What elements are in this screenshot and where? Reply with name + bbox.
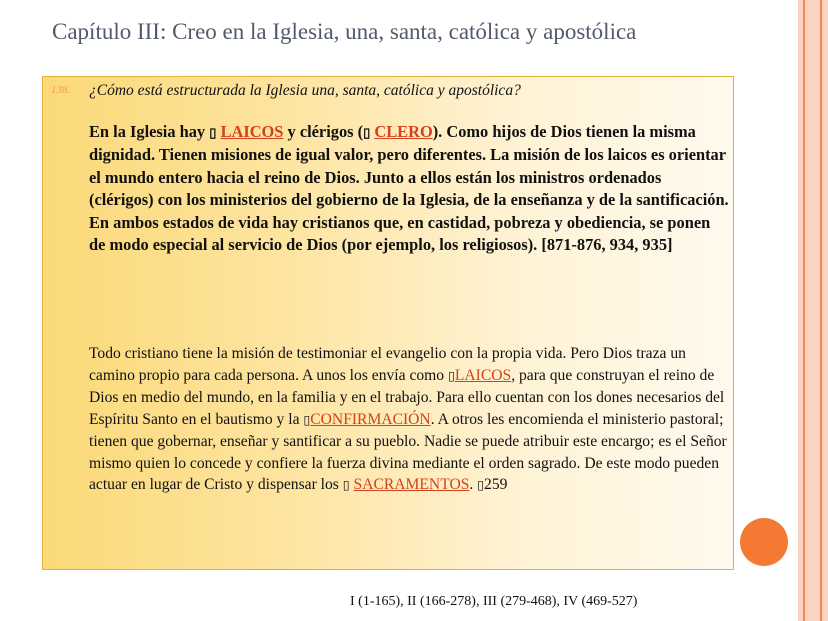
section-ranges-footer: I (1-165), II (166-278), III (279-468), IV (469-527) xyxy=(350,594,638,609)
link-glyph-icon: ▯ xyxy=(363,125,371,140)
question-text: ¿Cómo está estructurada la Iglesia una, santa, católica y apostólica? xyxy=(89,82,521,99)
stripe-line-right xyxy=(820,0,822,621)
text-run: , para que construyan el reino de Dios en medio del mundo, en la familia y en el trabajo. Para ello cuentan con los dones necesarios del Espíritu Santo en el bautismo y la xyxy=(89,366,725,428)
answer-summary-paragraph xyxy=(89,121,729,256)
link-clero[interactable]: CLERO xyxy=(374,122,433,141)
link-laicos[interactable]: LAICOS xyxy=(220,122,284,141)
content-card xyxy=(42,76,734,570)
right-decorative-stripe xyxy=(798,0,828,621)
answer-detail-paragraph xyxy=(89,343,729,497)
decorative-orange-circle xyxy=(740,518,788,566)
text-run: . xyxy=(469,476,478,493)
text-run: . A otros les encomienda el ministerio pastoral; tienen que gobernar, enseñar y santificar a su pueblo. Nadie se puede atribuir este encargo; es el Señor mismo quien lo concede y confiere la fuerza divina mediante el orden sagrado. De este modo pueden actuar en lugar de Cristo y dispensar los xyxy=(89,410,727,493)
text-run: En la Iglesia hay xyxy=(89,122,210,141)
link-confirmacion[interactable]: CONFIRMACIÓN xyxy=(310,410,431,428)
text-run: y clérigos ( xyxy=(283,122,364,141)
link-glyph-icon: ▯ xyxy=(342,478,350,492)
link-glyph-icon: ▯ xyxy=(303,412,311,427)
stripe-line-left xyxy=(803,0,805,621)
link-glyph-icon: ▯ xyxy=(209,125,217,140)
link-laicos-2[interactable]: LAICOS xyxy=(454,366,512,384)
reference-glyph-icon: ▯ xyxy=(477,478,485,492)
text-run: ). Como hijos de Dios tienen la misma dignidad. Tienen misiones de igual valor, pero diferentes. La misión de los laicos es orientar el mundo entero hacia el reino de Dios. Junto a ellos están los ministros ordenados (clérigos) con los ministerios del gobierno de la Iglesia, de la enseñanza y de la santificación. En ambos estados de vida hay cristianos que, en castidad, pobreza y obediencia, se ponen de modo especial al servicio de Dios (por ejemplo, los religiosos). [871-876, 934, 935] xyxy=(89,122,729,255)
link-glyph-icon: ▯ xyxy=(448,368,455,383)
link-sacramentos[interactable]: SACRAMENTOS xyxy=(353,476,470,493)
reference-number: 259 xyxy=(484,476,508,493)
text-run: Todo cristiano tiene la misión de testimoniar el evangelio con la propia vida. Pero Dios traza un camino propio para cada persona. A unos los envía como xyxy=(89,345,686,384)
question-number: 138. xyxy=(51,84,71,96)
slide-title: Capítulo III: Creo en la Iglesia, una, santa, católica y apostólica xyxy=(52,19,637,44)
